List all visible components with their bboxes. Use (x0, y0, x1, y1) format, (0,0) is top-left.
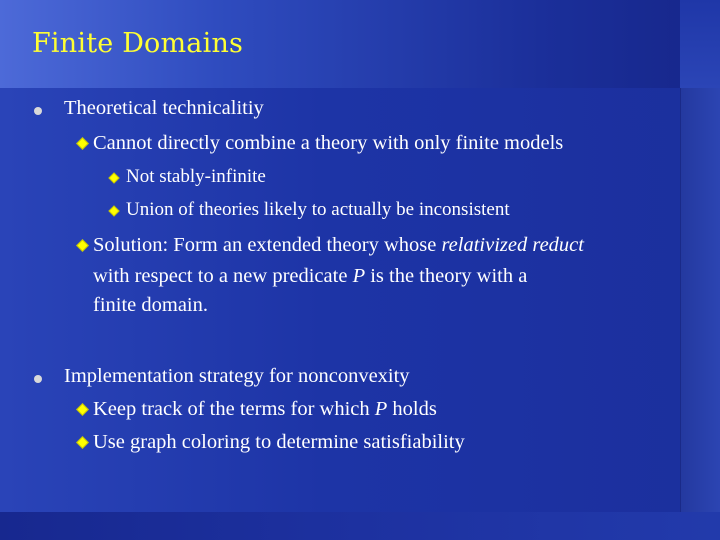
sub-bullet-text-emphasis: P (352, 265, 366, 287)
sub-bullet-text-emphasis: relativized reduct (441, 234, 584, 256)
sub-bullet-diamond-icon (76, 403, 89, 416)
sub-bullet-diamond-icon (76, 137, 89, 150)
bullet-text: Implementation strategy for nonconvexity (64, 365, 410, 387)
sub-sub-bullet-text: Union of theories likely to actually be inconsistent (126, 199, 510, 220)
sub-bullet-text-continuation: finite domain. (93, 294, 209, 316)
sub-bullet-text (93, 233, 584, 257)
bullet-text: Theoretical technicalitiy (64, 97, 264, 119)
sub-bullet-text: Use graph coloring to determine satisfiability (93, 431, 465, 453)
sub-bullet-text-part: Keep track of the terms for which (93, 398, 375, 420)
sub-sub-bullet-text: Not stably-infinite (126, 166, 266, 187)
sub-bullet-diamond-icon (76, 239, 89, 252)
sub-bullet-text (93, 397, 437, 421)
corner-decor-block (680, 0, 720, 88)
bullet-dot-icon (34, 107, 42, 115)
bullet-dot-icon (34, 375, 42, 383)
sub-bullet-text-part: with respect to a new predicate (93, 265, 353, 287)
sub-bullet-text-emphasis: P (374, 398, 388, 420)
sub-bullet-text-part: Solution: Form an extended theory whose (93, 234, 442, 256)
sub-bullet-text-part: holds (387, 398, 437, 420)
slide-title: Finite Domains (32, 28, 244, 59)
sub-sub-bullet-diamond-icon (108, 172, 119, 183)
sub-bullet-text: Cannot directly combine a theory with only finite models (93, 132, 564, 154)
sub-bullet-text-part: is the theory with a (365, 265, 528, 287)
bottom-decor-band (0, 512, 720, 540)
sub-sub-bullet-diamond-icon (108, 205, 119, 216)
sub-bullet-text-continuation (93, 264, 527, 288)
sub-bullet-diamond-icon (76, 436, 89, 449)
